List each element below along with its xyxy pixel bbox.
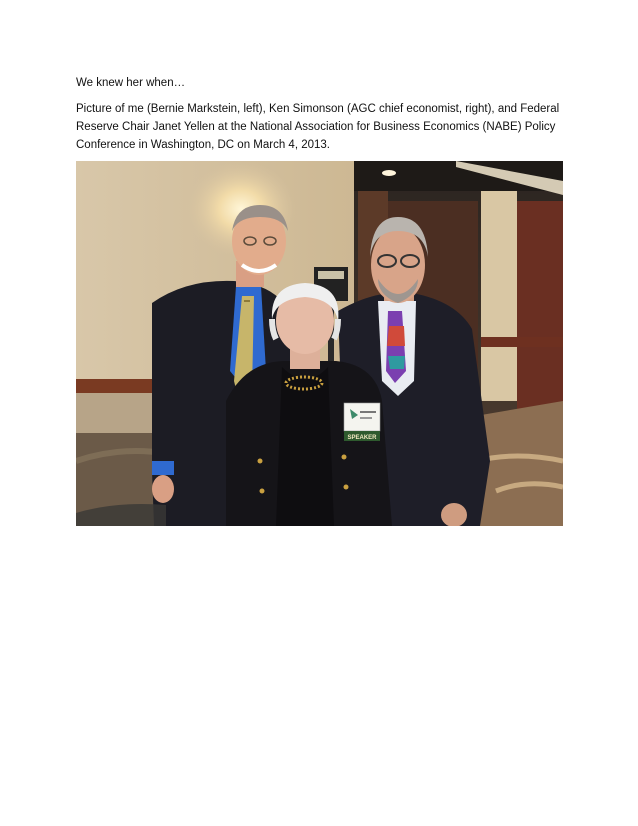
document-heading: We knew her when… — [76, 77, 186, 89]
conference-photo — [76, 161, 563, 526]
photo-caption: Picture of me (Bernie Markstein, left), Ken Simonson (AGC chief economist, right), and Federal Reserve Chair Janet Yellen at the National Association for Business Economics (NABE) Policy Conference in Washington, DC on March 4, 2013. — [76, 103, 560, 151]
speaker-badge-text: SPEAKER — [347, 435, 377, 441]
